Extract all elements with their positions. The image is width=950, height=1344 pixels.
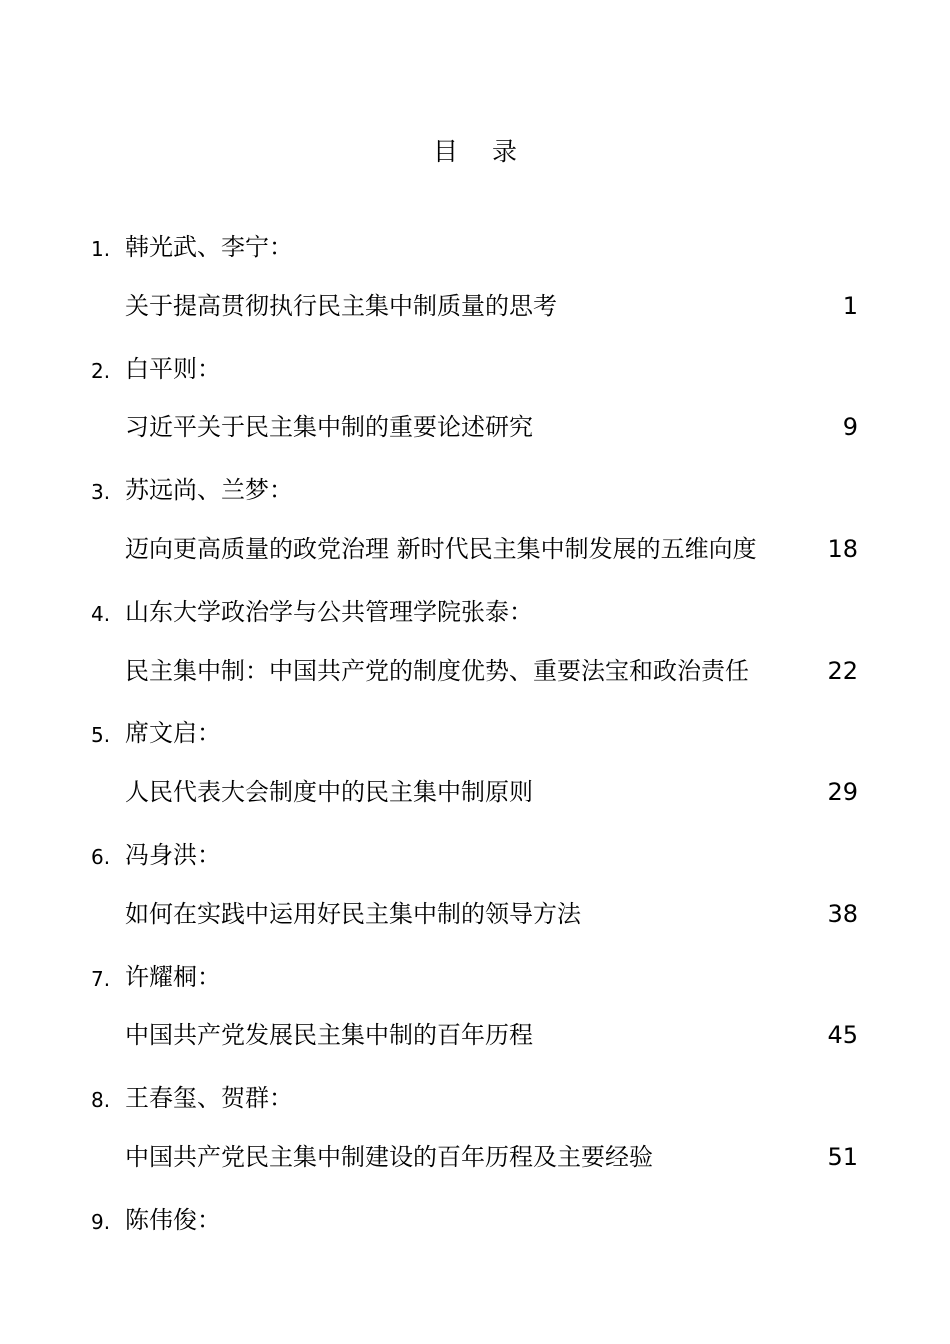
toc-entry-title-row[interactable]	[0, 771, 950, 832]
entry-number: 1.	[91, 237, 111, 261]
entry-page-number: 22	[827, 656, 858, 685]
toc-entry-author-row	[0, 1075, 950, 1136]
entry-page-number: 1	[842, 291, 858, 320]
entry-page-number: 45	[827, 1021, 858, 1050]
entry-title: 习近平关于民主集中制的重要论述研究	[125, 413, 533, 442]
entry-author: 陈伟俊：	[125, 1205, 221, 1234]
entry-title: 如何在实践中运用好民主集中制的领导方法	[125, 899, 581, 928]
entry-number: 8.	[91, 1088, 111, 1113]
entry-title: 迈向更高质量的政党治理 新时代民主集中制发展的五维向度	[125, 534, 757, 563]
entry-title: 中国共产党发展民主集中制的百年历程	[125, 1021, 533, 1050]
toc-entry-author-row	[0, 346, 950, 407]
entry-title: 中国共产党民主集中制建设的百年历程及主要经验	[125, 1142, 653, 1171]
entry-page-number: 9	[842, 413, 858, 442]
entry-number: 4.	[91, 601, 111, 626]
entry-author: 苏远尚、兰梦：	[125, 476, 293, 505]
toc-entry-author-row	[0, 832, 950, 893]
toc-entry-title-row[interactable]	[0, 406, 950, 467]
entry-author: 许耀桐：	[125, 962, 221, 991]
toc-entry-title-row[interactable]	[0, 285, 950, 346]
entry-author: 席文启：	[125, 719, 221, 748]
entry-author: 冯身洪：	[125, 840, 221, 869]
entry-number: 5.	[91, 723, 111, 748]
entry-title: 民主集中制：中国共产党的制度优势、重要法宝和政治责任	[125, 656, 749, 685]
toc-entry-title-row[interactable]	[0, 650, 950, 711]
toc-entry-author-row	[0, 224, 950, 285]
toc-entry-title-row[interactable]	[0, 1136, 950, 1197]
entry-number: 9.	[91, 1209, 111, 1234]
entry-page-number: 29	[827, 778, 858, 807]
entry-title: 人民代表大会制度中的民主集中制原则	[125, 778, 533, 807]
toc-entry-title-row[interactable]	[0, 1014, 950, 1075]
entry-title: 关于提高贯彻执行民主集中制质量的思考	[125, 291, 557, 320]
entry-number: 2.	[91, 358, 111, 383]
entry-page-number: 38	[827, 899, 858, 928]
toc-heading: 目录	[432, 137, 551, 166]
entry-author: 山东大学政治学与公共管理学院张泰：	[125, 597, 533, 626]
entry-author: 王春玺、贺群：	[125, 1084, 293, 1113]
entry-page-number: 18	[827, 534, 858, 563]
toc-entry-title-row[interactable]	[0, 528, 950, 589]
toc-entry-author-row	[0, 589, 950, 650]
toc-entry-author-row	[0, 1197, 950, 1258]
toc-entry-author-row	[0, 710, 950, 771]
entry-author: 白平则：	[125, 354, 221, 383]
table-of-contents	[0, 224, 950, 1258]
entry-page-number: 51	[827, 1142, 858, 1171]
entry-author: 韩光武、李宁：	[125, 233, 293, 261]
entry-number: 3.	[91, 480, 111, 505]
entry-number: 7.	[91, 966, 111, 991]
entry-number: 6.	[91, 844, 111, 869]
toc-entry-author-row	[0, 954, 950, 1015]
toc-entry-title-row[interactable]	[0, 893, 950, 954]
toc-entry-author-row	[0, 467, 950, 528]
